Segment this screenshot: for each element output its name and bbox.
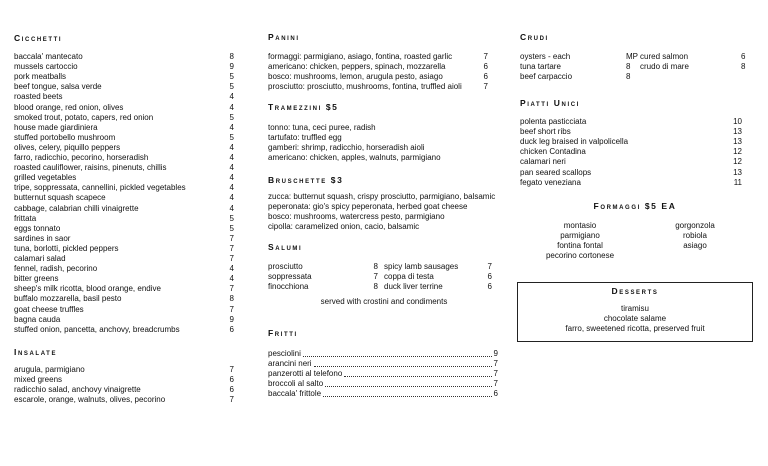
- item-name: duck liver terrine: [384, 282, 443, 292]
- item-price: 4: [229, 264, 234, 274]
- menu-item: [14, 204, 234, 214]
- leader-dots: [314, 359, 492, 367]
- cicchetti-title: Cicchetti: [14, 33, 63, 43]
- menu-item: [384, 282, 492, 292]
- item-price: 7: [229, 365, 234, 374]
- menu-item: [268, 369, 498, 379]
- item-price: 4: [229, 193, 234, 203]
- menu-item: americano: chicken, apples, walnuts, parmigiano: [268, 153, 441, 163]
- menu-item: [14, 264, 234, 274]
- item-name: pan seared scallops: [520, 167, 592, 177]
- item-name: smoked trout, potato, capers, red onion: [14, 112, 154, 122]
- item-name: radicchio salad, anchovy vinaigrette: [14, 385, 141, 395]
- menu-item: [14, 113, 234, 123]
- menu-item: [14, 72, 234, 82]
- menu-item: [268, 82, 488, 92]
- menu-item: [268, 62, 488, 72]
- item-name: cabbage, calabrian chilli vinaigrette: [14, 203, 139, 213]
- crudi-item-name: crudo di mare: [640, 62, 689, 72]
- menu-item: [14, 143, 234, 153]
- item-name: mussels cartoccio: [14, 62, 78, 72]
- item-price: 13: [733, 127, 742, 137]
- item-name: calamari salad: [14, 254, 66, 263]
- fritti-title: Fritti: [268, 328, 298, 338]
- menu-item: [14, 92, 234, 102]
- item-name: blood orange, red onion, olives: [14, 102, 124, 112]
- item-name: frittata: [14, 213, 37, 223]
- menu-item: [268, 349, 498, 359]
- item-name: fennel, radish, pecorino: [14, 264, 98, 274]
- item-price: 7: [493, 359, 498, 369]
- crudi-item-name: oysters - each: [520, 52, 571, 61]
- menu-item: [14, 254, 234, 264]
- menu-item: bosco: mushrooms, watercress pesto, parmigiano: [268, 212, 445, 222]
- menu-item: gamberi: shrimp, radicchio, horseradish aioli: [268, 143, 425, 153]
- menu-item: tiramisu: [620, 304, 649, 313]
- item-name: pesciolini: [268, 349, 301, 358]
- crudi-item-name: tuna tartare: [520, 62, 561, 72]
- item-name: bitter greens: [14, 274, 59, 284]
- item-name: roasted cauliflower, raisins, pinenuts, chillis: [14, 163, 167, 173]
- menu-item: cipolla: caramelized onion, cacio, balsamic: [268, 222, 420, 232]
- item-price: 6: [487, 282, 492, 292]
- panini-title: Panini: [268, 32, 300, 42]
- menu-item: [520, 157, 742, 167]
- desserts-title: Desserts: [611, 286, 659, 296]
- salumi-note: served with crostini and condiments: [320, 297, 448, 306]
- item-price: 6: [483, 72, 488, 82]
- formaggi-title: Formaggi $5 EA: [593, 201, 677, 211]
- piatti-title: Piatti Unici: [520, 98, 580, 108]
- menu-item: asiago: [683, 241, 707, 251]
- menu-item: [268, 389, 498, 399]
- item-name: duck leg braised in valpolicella: [520, 137, 629, 147]
- crudi-item-price: 8: [741, 62, 746, 72]
- menu-item: fontina fontal: [557, 241, 603, 251]
- item-price: 6: [229, 375, 234, 385]
- item-name: chicken Contadina: [520, 147, 586, 157]
- menu-item: chocolate salame: [603, 314, 667, 324]
- item-name: mixed greens: [14, 375, 63, 385]
- menu-item: [268, 72, 488, 82]
- menu-item: [14, 325, 234, 335]
- item-name: farro, radicchio, pecorino, horseradish: [14, 153, 149, 162]
- item-name: broccoli al salto: [268, 379, 324, 389]
- item-price: 9: [229, 62, 234, 72]
- leader-dots: [323, 389, 491, 397]
- item-price: 4: [229, 142, 234, 152]
- item-price: 7: [229, 243, 234, 253]
- item-price: 5: [229, 132, 234, 142]
- item-price: 7: [229, 304, 234, 314]
- item-name: butternut squash scapece: [14, 193, 106, 203]
- item-price: 5: [229, 82, 234, 92]
- item-price: 12: [733, 147, 742, 157]
- item-name: arancini neri: [268, 359, 312, 369]
- item-name: finocchiona: [268, 282, 309, 292]
- menu-item: gorgonzola: [675, 221, 715, 230]
- menu-item: [14, 82, 234, 92]
- leader-dots: [344, 369, 491, 377]
- item-name: roasted beets: [14, 92, 63, 102]
- item-name: stuffed onion, pancetta, anchovy, breadcrumbs: [14, 324, 180, 334]
- menu-item: [14, 224, 234, 234]
- item-name: formaggi: parmigiano, asiago, fontina, roasted garlic: [268, 52, 453, 61]
- crudi-item-price: 6: [741, 52, 746, 61]
- menu-item: [520, 168, 742, 178]
- menu-item: [268, 282, 378, 292]
- item-price: 8: [373, 282, 378, 292]
- item-name: bosco: mushrooms, lemon, arugula pesto, asiago: [268, 72, 443, 82]
- menu-item: [268, 262, 378, 272]
- menu-item: [14, 153, 234, 163]
- item-price: 7: [483, 82, 488, 92]
- item-price: 4: [229, 203, 234, 213]
- item-name: panzerotti al telefono: [268, 369, 343, 379]
- item-name: tuna, borlotti, pickled peppers: [14, 243, 119, 253]
- item-price: 6: [483, 62, 488, 72]
- item-price: 9: [229, 314, 234, 324]
- item-name: beef tongue, salsa verde: [14, 82, 102, 92]
- menu-item: [14, 365, 234, 375]
- menu-item: [14, 234, 234, 244]
- item-name: house made giardiniera: [14, 122, 98, 132]
- item-name: buffalo mozzarella, basil pesto: [14, 294, 122, 304]
- item-price: 9: [493, 349, 498, 358]
- item-name: baccala' frittole: [268, 389, 322, 399]
- tramezzini-title: Tramezzini $5: [268, 102, 339, 112]
- menu-item: [14, 214, 234, 224]
- item-price: 8: [229, 52, 234, 61]
- item-name: tripe, soppressata, cannellini, pickled vegetables: [14, 183, 186, 193]
- item-name: fegato veneziana: [520, 177, 581, 187]
- menu-item: [14, 244, 234, 254]
- menu-item: [520, 117, 742, 127]
- menu-item: [520, 127, 742, 137]
- menu-item: [384, 262, 492, 272]
- menu-item: [14, 52, 234, 62]
- item-price: 11: [733, 177, 742, 187]
- item-price: 7: [229, 395, 234, 405]
- menu-item: robiola: [682, 231, 707, 241]
- menu-item: [14, 284, 234, 294]
- item-price: 6: [487, 272, 492, 282]
- insalate-title: Insalate: [14, 347, 58, 357]
- crudi-item-price: MP: [626, 52, 638, 61]
- item-price: 12: [733, 157, 742, 167]
- item-name: calamari neri: [520, 157, 566, 167]
- item-price: 7: [373, 272, 378, 282]
- crudi-item-name: beef carpaccio: [520, 72, 573, 82]
- menu-item: [268, 272, 378, 282]
- item-name: americano: chicken, peppers, spinach, mozzarella: [268, 62, 446, 72]
- menu-item: [14, 305, 234, 315]
- menu-item: tartufato: truffled egg: [268, 133, 342, 143]
- menu-item: [520, 137, 742, 147]
- item-price: 6: [229, 324, 234, 334]
- menu-item: [14, 62, 234, 72]
- menu-item: [268, 359, 498, 369]
- menu-item: pecorino cortonese: [545, 251, 615, 261]
- item-price: 6: [493, 389, 498, 399]
- item-name: arugula, parmigiano: [14, 365, 85, 374]
- menu-item: [14, 163, 234, 173]
- menu-item: montasio: [563, 221, 597, 230]
- bruschette-title: Bruschette $3: [268, 175, 344, 185]
- item-price: 5: [229, 72, 234, 82]
- item-price: 4: [229, 92, 234, 102]
- menu-item: peperonata: gio's spicy peperonata, herbed goat cheese: [268, 202, 468, 212]
- item-price: 7: [493, 379, 498, 389]
- item-price: 7: [483, 52, 488, 61]
- menu-item: parmigiano: [560, 231, 600, 241]
- item-price: 5: [229, 112, 234, 122]
- crudi-item-price: 8: [626, 72, 631, 82]
- item-price: 7: [229, 233, 234, 243]
- crudi-item-name: cured salmon: [640, 52, 689, 61]
- menu-item: [14, 103, 234, 113]
- menu-item: [520, 147, 742, 157]
- item-price: 10: [733, 117, 742, 126]
- item-price: 13: [733, 137, 742, 147]
- item-price: 4: [229, 102, 234, 112]
- crudi-title: Crudi: [520, 32, 549, 42]
- item-price: 5: [229, 213, 234, 223]
- item-price: 8: [229, 294, 234, 304]
- item-price: 13: [733, 167, 742, 177]
- item-name: stuffed portobello mushroom: [14, 132, 116, 142]
- menu-item: [384, 272, 492, 282]
- menu-item: [268, 52, 488, 62]
- item-price: 4: [229, 163, 234, 173]
- item-name: escarole, orange, walnuts, olives, pecorino: [14, 395, 166, 405]
- item-name: soppressata: [268, 272, 312, 282]
- item-name: pork meatballs: [14, 72, 67, 82]
- item-price: 4: [229, 153, 234, 162]
- menu-item: [14, 385, 234, 395]
- item-price: 7: [487, 262, 492, 271]
- salumi-title: Salumi: [268, 242, 303, 252]
- menu-item: [14, 294, 234, 304]
- menu-item: farro, sweetened ricotta, preserved fruit: [565, 324, 705, 334]
- menu-item: [268, 379, 498, 389]
- item-name: eggs tonnato: [14, 223, 61, 233]
- menu-item: [14, 133, 234, 143]
- item-name: coppa di testa: [384, 272, 434, 282]
- item-price: 5: [229, 223, 234, 233]
- menu-item: [14, 183, 234, 193]
- menu-item: [14, 375, 234, 385]
- item-price: 7: [229, 284, 234, 294]
- menu-item: [14, 315, 234, 325]
- item-name: grilled vegetables: [14, 173, 77, 183]
- item-name: spicy lamb sausages: [384, 262, 459, 271]
- item-name: prosciutto: [268, 262, 303, 271]
- item-price: 4: [229, 122, 234, 132]
- menu-item: tonno: tuna, ceci puree, radish: [268, 123, 376, 132]
- menu-item: [14, 123, 234, 133]
- item-price: 7: [229, 254, 234, 263]
- item-name: goat cheese truffles: [14, 304, 84, 314]
- item-price: 4: [229, 173, 234, 183]
- menu-item: [14, 274, 234, 284]
- menu-item: [14, 173, 234, 183]
- menu-item: [520, 178, 742, 188]
- item-name: sheep's milk ricotta, blood orange, endive: [14, 284, 161, 294]
- menu-item: zucca: butternut squash, crispy prosciutto, parmigiano, balsamic: [268, 192, 496, 201]
- item-price: 7: [493, 369, 498, 379]
- leader-dots: [325, 379, 491, 387]
- leader-dots: [303, 349, 492, 357]
- desserts-box: [517, 282, 753, 342]
- item-price: 6: [229, 385, 234, 395]
- menu-item: [14, 395, 234, 405]
- item-name: polenta pasticciata: [520, 117, 587, 126]
- item-price: 4: [229, 274, 234, 284]
- item-price: 4: [229, 183, 234, 193]
- item-name: baccala' mantecato: [14, 52, 83, 61]
- item-name: beef short ribs: [520, 127, 571, 137]
- menu-item: [14, 193, 234, 203]
- item-name: sardines in saor: [14, 233, 71, 243]
- crudi-item-price: 8: [626, 62, 631, 72]
- item-price: 8: [373, 262, 378, 271]
- item-name: bagna cauda: [14, 314, 61, 324]
- item-name: prosciutto: prosciutto, mushrooms, fontina, truffled aioli: [268, 82, 462, 92]
- item-name: olives, celery, piquillo peppers: [14, 142, 121, 152]
